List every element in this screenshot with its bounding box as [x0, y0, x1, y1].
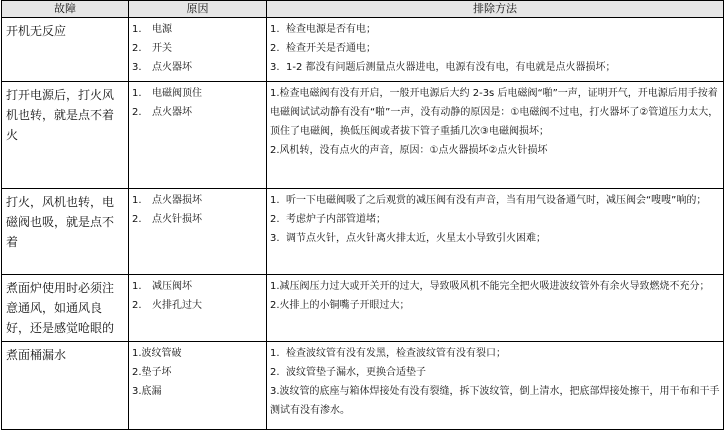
- cause-item-text: 点火器坏: [152, 107, 192, 118]
- cause-item: [132, 277, 263, 296]
- cause-item-text: 点火器坏: [152, 62, 192, 73]
- fix-item-text: 波纹管垫子漏水，更换合适垫子: [286, 367, 426, 378]
- table-body: [2, 18, 724, 430]
- cause-item-number: 1.: [132, 24, 142, 35]
- fix-item-number: 2.: [270, 43, 280, 54]
- cause-item-text: 火排孔过大: [152, 300, 202, 311]
- cause-item-number: 2.: [132, 300, 142, 311]
- cause-cell: [129, 275, 267, 342]
- table-row: [2, 18, 724, 82]
- cause-item-text: 3.底漏: [132, 386, 162, 397]
- fix-item: [270, 277, 720, 296]
- fix-cell: [267, 82, 724, 189]
- fix-cell: [267, 275, 724, 342]
- fix-item: [270, 84, 720, 141]
- cause-item-number: 2.: [132, 214, 142, 225]
- cause-item-text: 2.垫子坏: [132, 367, 172, 378]
- troubleshooting-table: [1, 0, 724, 430]
- fix-item-number: 3.: [270, 233, 280, 244]
- header-row: [2, 1, 724, 18]
- cause-cell: [129, 342, 267, 430]
- cause-item-text: 电磁阀顶住: [152, 88, 202, 99]
- fix-item-text: 检查电源是否有电；: [286, 24, 376, 35]
- cause-item: [132, 382, 263, 401]
- fix-cell: [267, 189, 724, 275]
- cause-cell: [129, 189, 267, 275]
- cause-item-text: 减压阀坏: [152, 281, 192, 292]
- cause-item-number: 1.: [132, 195, 142, 206]
- cause-item: [132, 296, 263, 315]
- cause-item-text: 点火器损坏: [152, 195, 202, 206]
- cause-item: [132, 39, 263, 58]
- fix-item: [270, 58, 720, 77]
- fix-item: [270, 296, 720, 315]
- cause-item: [132, 84, 263, 103]
- fix-item-number: 1.: [270, 24, 280, 35]
- fix-item-text: 调节点火针，点火针离火排太近，火星太小导致引火困难；: [286, 233, 546, 244]
- fix-item-number: 3.: [270, 62, 280, 73]
- fix-item-number: 1.: [270, 195, 280, 206]
- cause-item-text: 电源: [152, 24, 172, 35]
- cause-item-number: 1.: [132, 88, 142, 99]
- fix-item: [270, 229, 720, 248]
- fault-cell: 打火，风机也转，电磁阀也吸，就是点不着: [2, 189, 129, 275]
- cause-item: [132, 58, 263, 77]
- fix-item-number: 1.: [270, 348, 280, 359]
- fix-item-text: 2.火排上的小铜嘴子开眼过大；: [270, 300, 410, 311]
- fix-item-number: 2.: [270, 214, 280, 225]
- fault-cell: 打开电源后，打火风机也转，就是点不着火: [2, 82, 129, 189]
- fix-cell: [267, 342, 724, 430]
- fix-item: [270, 191, 720, 210]
- cause-cell: [129, 82, 267, 189]
- cause-item-number: 3.: [132, 62, 142, 73]
- fix-item-text: 1.检查电磁阀有没有开启，一般开电源后大约 2-3s 后电磁阀“啪”一声，证明开气，开电源后用手按着电磁阀试试动静有没有“啪”一声，没有动静的原因是：①电磁阀不过电，打火器坏了②管道压力太大，顶住了电磁阀，换低压阀或者拔下管子重插几次③电磁阀损坏；: [270, 88, 719, 137]
- fault-cell: 煮面桶漏水: [2, 342, 129, 430]
- header-fault: 故障: [2, 1, 129, 18]
- fault-cell: 开机无反应: [2, 18, 129, 82]
- fault-cell: 煮面炉使用时必须注意通风，如通风良好，还是感觉呛眼的: [2, 275, 129, 342]
- cause-item: [132, 363, 263, 382]
- cause-item: [132, 344, 263, 363]
- fix-item: [270, 344, 720, 363]
- table-row: [2, 342, 724, 430]
- fix-item: [270, 20, 720, 39]
- fix-item-text: 2.风机转，没有点火的声音，原因：①点火器损坏②点火针损坏: [270, 145, 548, 156]
- table-row: [2, 82, 724, 189]
- cause-item-number: 2.: [132, 43, 142, 54]
- table-row: [2, 189, 724, 275]
- table-row: [2, 275, 724, 342]
- fix-item-text: 考虑炉子内部管道堵；: [286, 214, 386, 225]
- fix-item: [270, 363, 720, 382]
- cause-cell: [129, 18, 267, 82]
- header-fix: 排除方法: [267, 1, 724, 18]
- fix-cell: [267, 18, 724, 82]
- fix-item: [270, 210, 720, 229]
- header-cause: 原因: [129, 1, 267, 18]
- fix-item: [270, 382, 720, 420]
- cause-item-number: 2.: [132, 107, 142, 118]
- cause-item-text: 点火针损坏: [152, 214, 202, 225]
- fix-item: [270, 39, 720, 58]
- cause-item-text: 1.波纹管破: [132, 348, 182, 359]
- fix-item-text: 3.波纹管的底座与箱体焊接处有没有裂缝，拆下波纹管，倒上清水，把底部焊接处擦干，用干布和干手测试有没有渗水。: [270, 386, 720, 416]
- cause-item: [132, 210, 263, 229]
- fix-item-text: 1-2 都没有问题后测量点火器进电，电源有没有电，有电就是点火器损坏；: [286, 62, 616, 73]
- fix-item-text: 检查开关是否通电；: [286, 43, 376, 54]
- cause-item: [132, 20, 263, 39]
- fix-item: [270, 141, 720, 160]
- cause-item: [132, 191, 263, 210]
- fix-item-text: 听一下电磁阀吸了之后观赏的减压阀有没有声音，当有用气设备通气时，减压阀会“嗖嗖”响的；: [286, 195, 707, 206]
- fix-item-number: 2.: [270, 367, 280, 378]
- cause-item-number: 1.: [132, 281, 142, 292]
- fix-item-text: 1.减压阀压力过大或开关开的过大，导致吸风机不能完全把火吸进波纹管外有余火导致燃烧不充分；: [270, 281, 710, 292]
- cause-item: [132, 103, 263, 122]
- cause-item-text: 开关: [152, 43, 172, 54]
- fix-item-text: 检查波纹管有没有发黑，检查波纹管有没有裂口；: [286, 348, 506, 359]
